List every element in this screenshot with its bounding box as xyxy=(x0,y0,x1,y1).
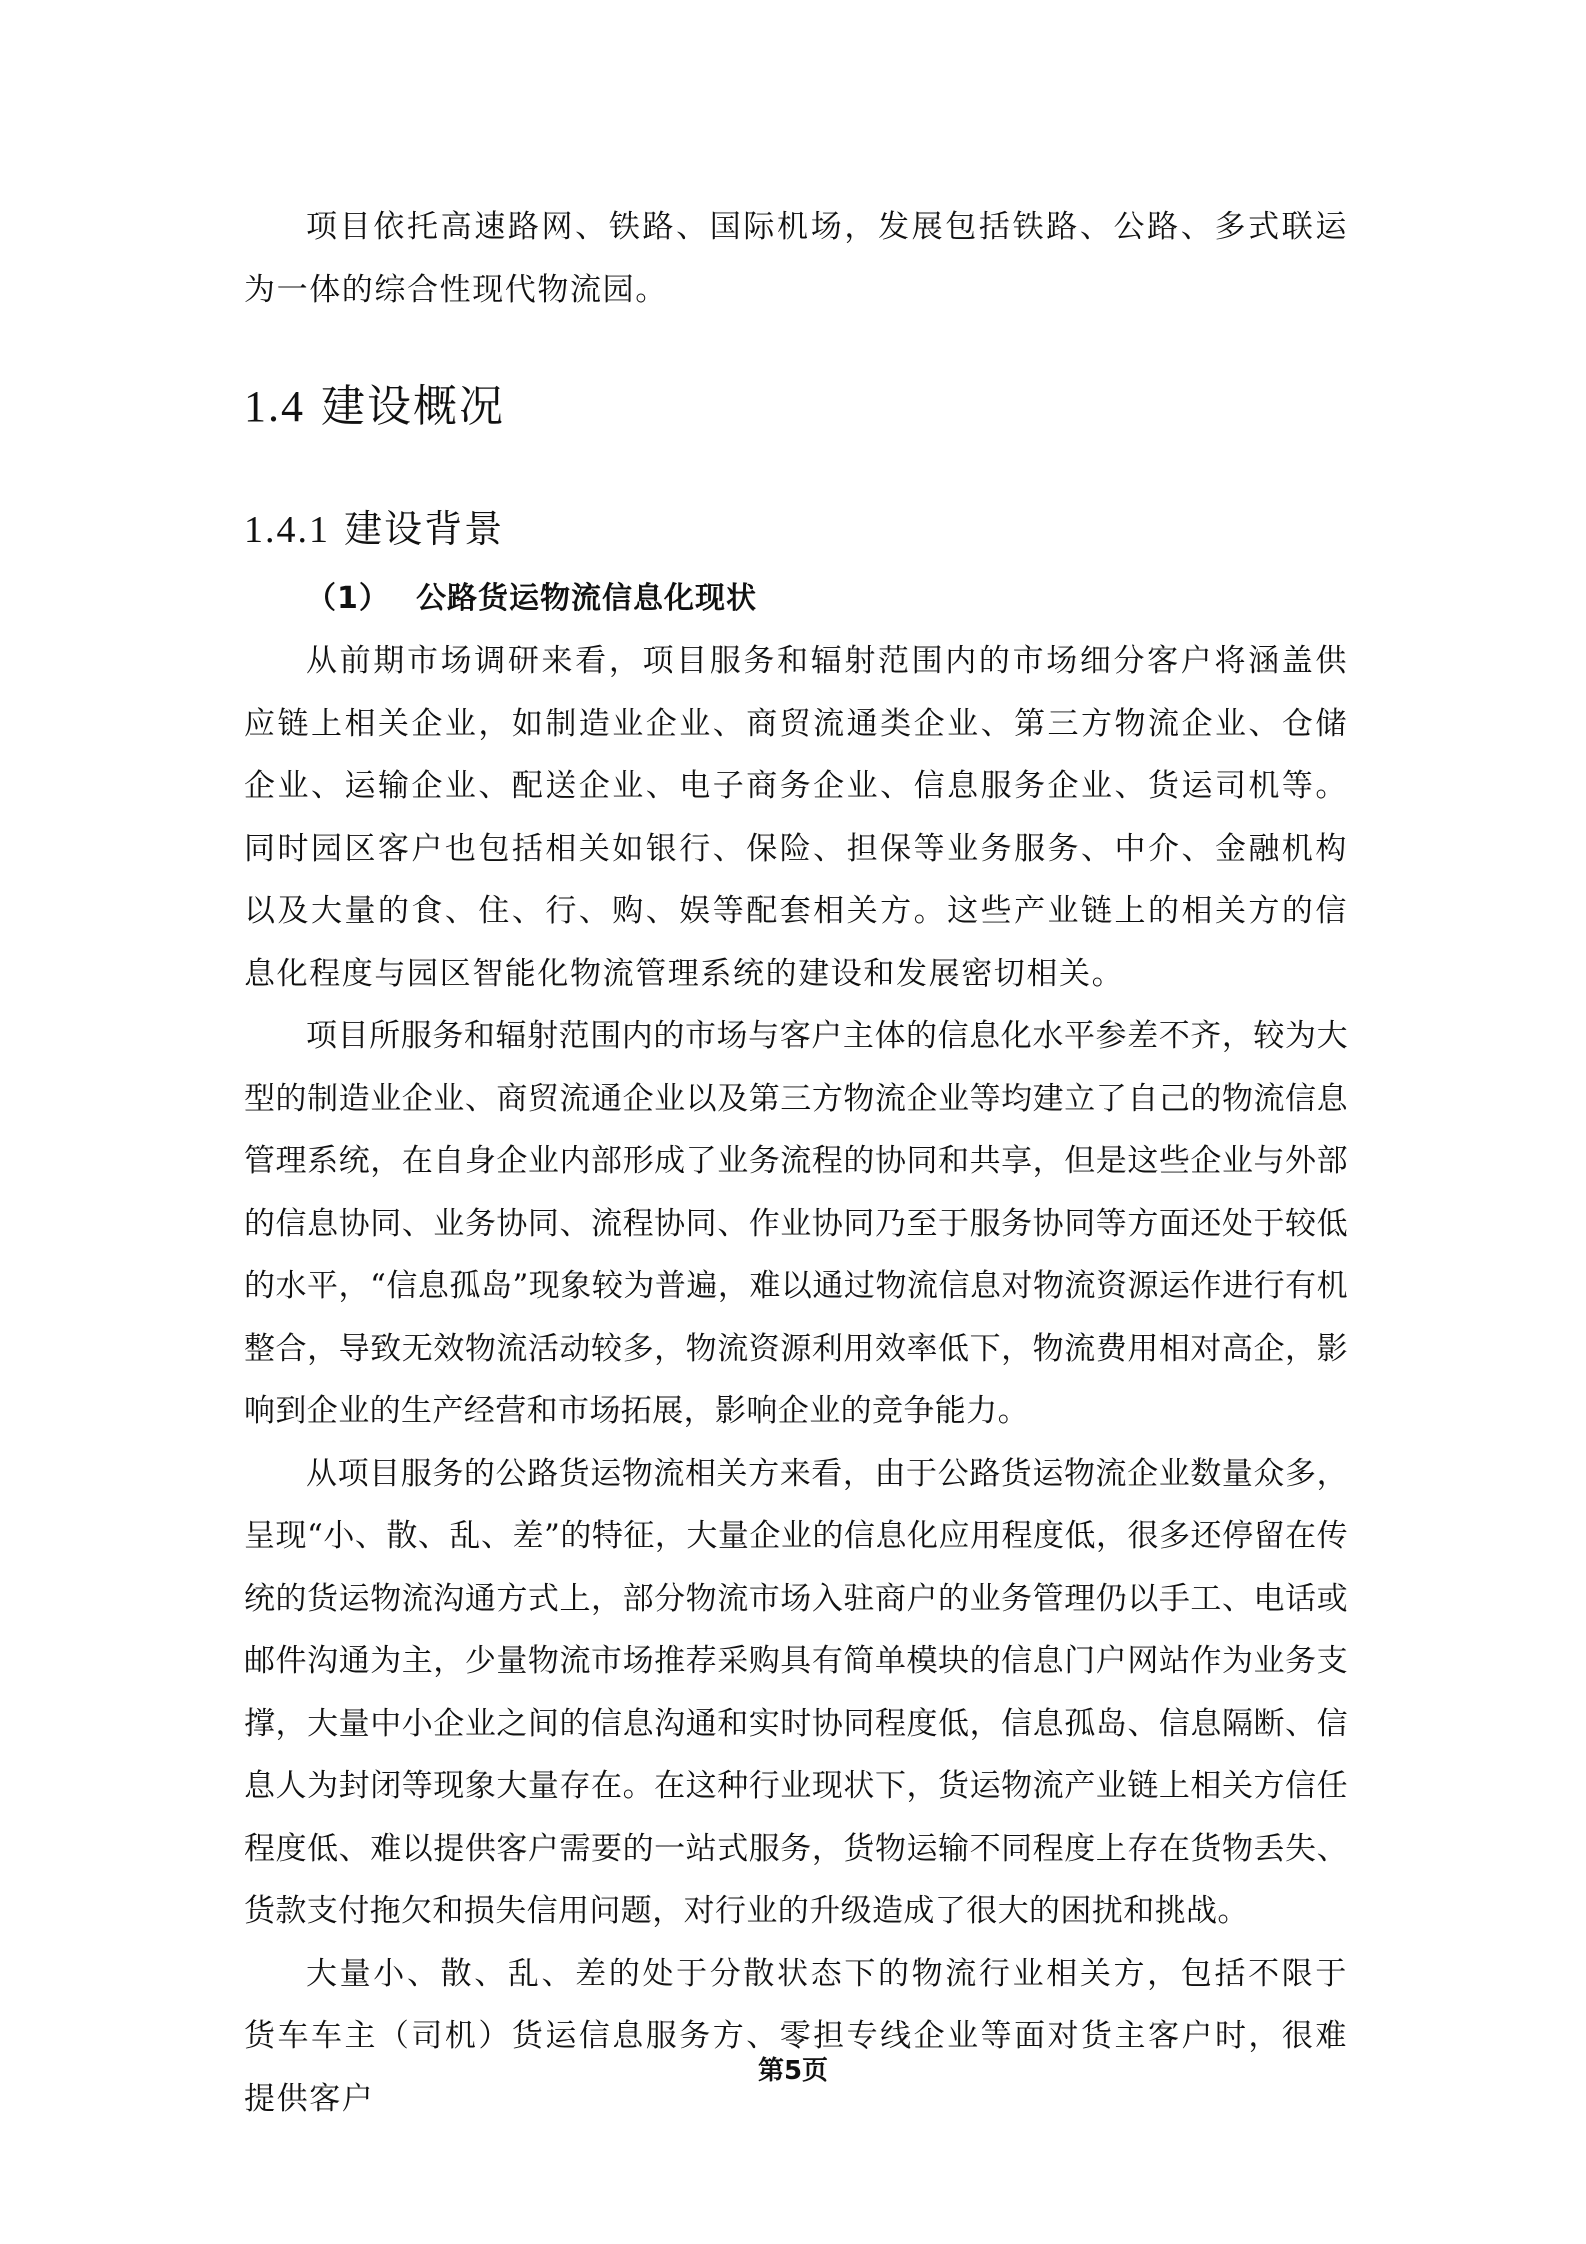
body-paragraph-3: 从项目服务的公路货运物流相关方来看，由于公路货运物流企业数量众多，呈现“小、散、乱、差”的特征，大量企业的信息化应用程度低，很多还停留在传统的货运物流沟通方式上，部分物流市场入驻商户的业务管理仍以手工、电话或邮件沟通为主，少量物流市场推荐采购具有简单模块的信息门户网站作为业务支撑，大量中小企业之间的信息沟通和实时协同程度低，信息孤岛、信息隔断、信息人为封闭等现象大量存在。在这种行业现状下，货运物流产业链上相关方信任程度低、难以提供客户需要的一站式服务，货物运输不同程度上存在货物丢失、货款支付拖欠和损失信用问题，对行业的升级造成了很大的困扰和挑战。 xyxy=(244,1455,1348,1929)
subsection-heading xyxy=(244,499,1348,560)
body-paragraph-1: 从前期市场调研来看，项目服务和辐射范围内的市场细分客户将涵盖供应链上相关企业，如制造业企业、商贸流通类企业、第三方物流企业、仓储企业、运输企业、配送企业、电子商务企业、信息服务企业、货运司机等。同时园区客户也包括相关如银行、保险、担保等业务服务、中介、金融机构以及大量的食、住、行、购、娱等配套相关方。这些产业链上的相关方的信息化程度与园区智能化物流管理系统的建设和发展密切相关。 xyxy=(244,643,1348,992)
section-number: 1.4 xyxy=(244,382,305,431)
page-number: 第5页 xyxy=(757,2056,829,2086)
body-paragraph-4: 大量小、散、乱、差的处于分散状态下的物流行业相关方，包括不限于货车车主（司机）货运信息服务方、零担专线企业等面对货主客户时，很难提供客户 xyxy=(244,1955,1348,2117)
item-number: （1） xyxy=(306,581,390,616)
subsection-number: 1.4.1 xyxy=(244,509,330,551)
page-content xyxy=(244,196,1348,2130)
item-heading xyxy=(244,568,1348,630)
subsection-title: 建设背景 xyxy=(344,507,505,551)
section-title: 建设概况 xyxy=(321,381,505,432)
body-paragraph-2: 项目所服务和辐射范围内的市场与客户主体的信息化水平参差不齐，较为大型的制造业企业、商贸流通企业以及第三方物流企业等均建立了自己的物流信息管理系统，在自身企业内部形成了业务流程的协同和共享，但是这些企业与外部的信息协同、业务协同、流程协同、作业协同乃至于服务协同等方面还处于较低的水平，“信息孤岛”现象较为普遍，难以通过物流信息对物流资源运作进行有机整合，导致无效物流活动较多，物流资源利用效率低下，物流费用相对高企，影响到企业的生产经营和市场拓展，影响企业的竞争能力。 xyxy=(244,1018,1348,1429)
item-title: 公路货运物流信息化现状 xyxy=(416,581,757,616)
intro-paragraph: 项目依托高速路网、铁路、国际机场，发展包括铁路、公路、多式联运为一体的综合性现代物流园。 xyxy=(244,209,1348,308)
section-heading xyxy=(244,377,1348,437)
